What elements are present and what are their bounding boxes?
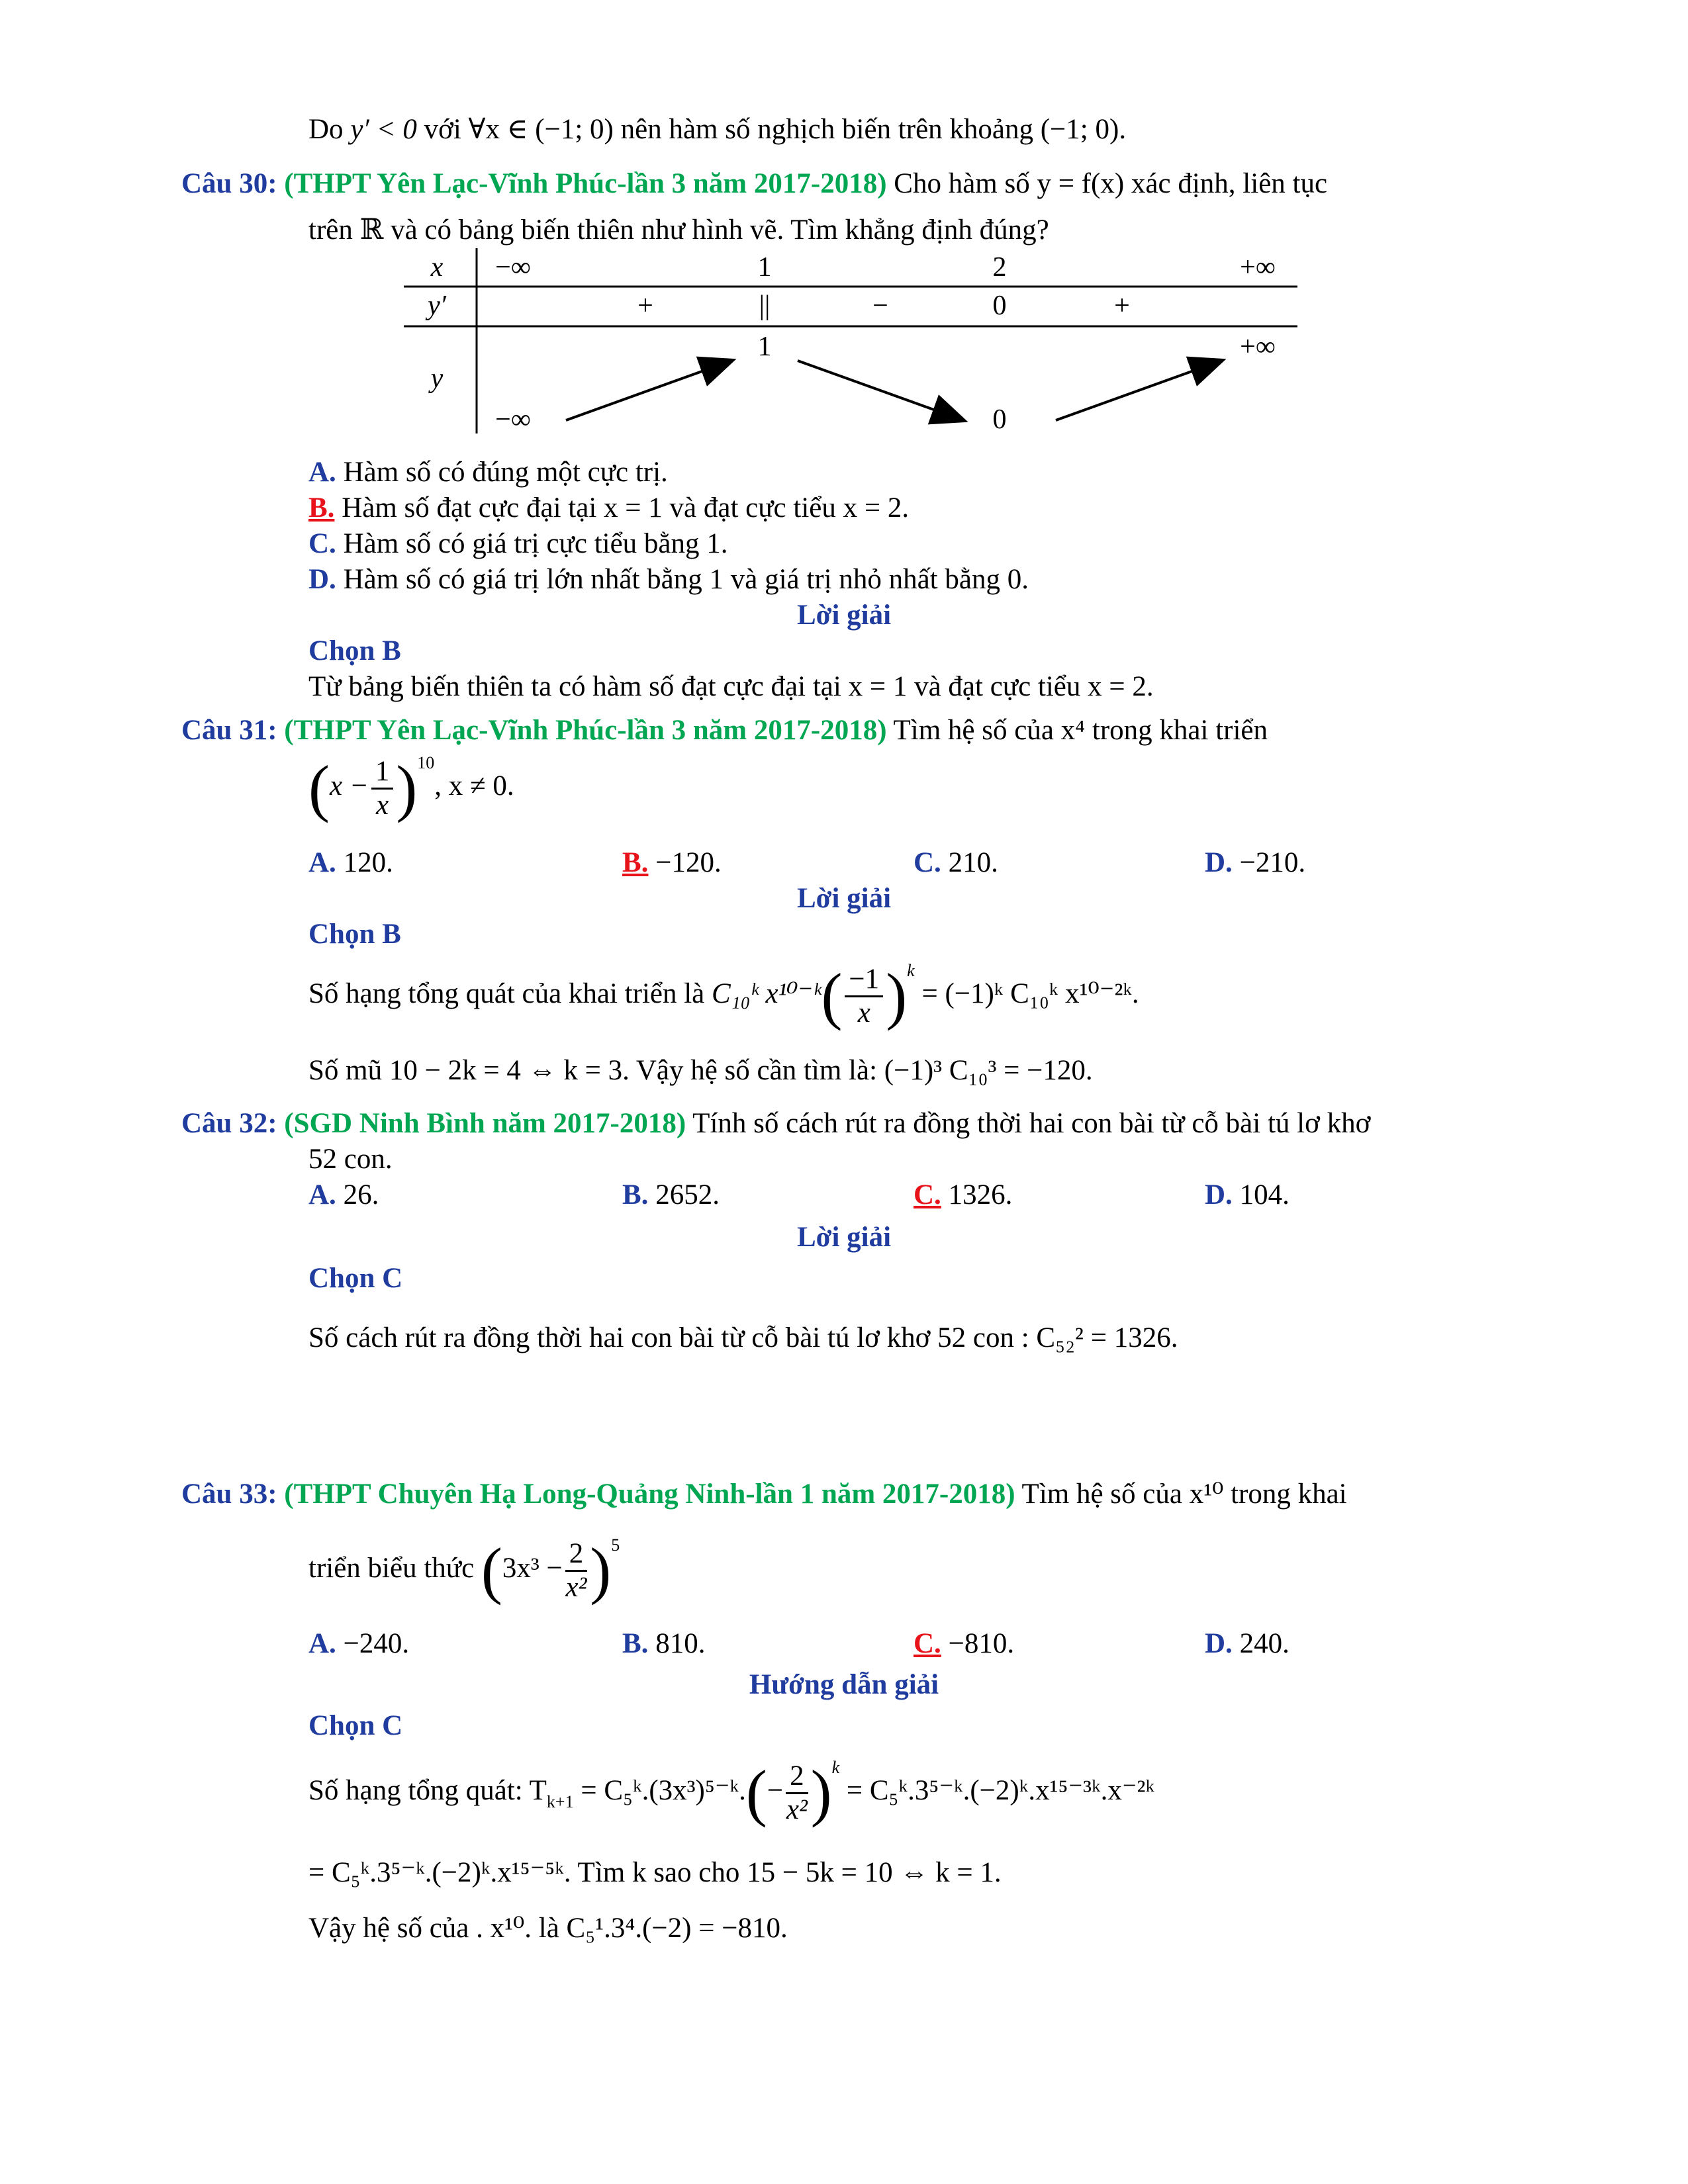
x-val-3: +∞ (1240, 252, 1276, 283)
x-val-1: 1 (757, 252, 772, 283)
q33-solution-title: Hướng dẫn giải (749, 1669, 939, 1700)
table-y-label: y (430, 363, 444, 394)
q32-solution-title: Lời giải (796, 1222, 892, 1253)
table-y1-label: y′ (428, 291, 446, 321)
y-val-2: 0 (992, 404, 1007, 435)
q31-option-a[interactable]: A. 120. (308, 847, 393, 878)
q33-text1: Tìm hệ số của x¹⁰ trong khai (1015, 1479, 1347, 1510)
q31-option-b[interactable]: B. −120. (622, 847, 722, 878)
q32-number: Câu 32: (181, 1108, 277, 1139)
q32-text1: Tính số cách rút ra đồng thời hai con bài từ cỗ bài tú lơ khơ (686, 1108, 1371, 1139)
intro-rest: với ∀x ∈ (−1; 0) nên hàm số nghịch biến trên khoảng (−1; 0). (416, 114, 1127, 145)
q31-general-term: Số hạng tổng quát của khai triển là C₁₀ᵏ x¹⁰⁻ᵏ( $\frac{-1}{x}$ )$^k$ = (−1)ᵏ C₁₀ᵏ x¹⁰⁻²ᵏ. (308, 960, 1139, 1032)
arrow-down (798, 361, 963, 420)
q32-explain: Số cách rút ra đồng thời hai con bài từ cỗ bài tú lơ khơ 52 con : C₅₂² = 1326. (308, 1322, 1178, 1353)
q32-heading (181, 1107, 1370, 1141)
y1-val-1: || (759, 291, 771, 321)
q33-general-term: Số hạng tổng quát: $T_{k+1}$ = C₅ᵏ.(3x³)⁵⁻ᵏ.(− $\frac{2}{\text{x²}}$ )$^k$ = C₅ᵏ.3⁵⁻ᵏ.(−2)ᵏ.x¹⁵⁻³ᵏ.x⁻²ᵏ (308, 1757, 1155, 1829)
q30-text2: trên ℝ và có bảng biến thiên như hình vẽ. Tìm khẳng định đúng? (308, 214, 1049, 246)
q32-choice: Chọn C (308, 1263, 403, 1294)
intro-lead: Do (308, 114, 351, 145)
q30-text1: Cho hàm số y = f(x) xác định, liên tục (886, 168, 1328, 199)
q33-choice: Chọn C (308, 1710, 403, 1741)
q32-text2: 52 con. (308, 1144, 393, 1175)
q31-text1: Tìm hệ số của x⁴ trong khai triển (886, 715, 1268, 746)
y-val-0: −∞ (495, 404, 531, 435)
q33-option-d[interactable]: D. 240. (1205, 1628, 1289, 1659)
q33-line2: = C₅ᵏ.3⁵⁻ᵏ.(−2)ᵏ.x¹⁵⁻⁵ᵏ. Tìm k sao cho 15 − 5k = 10 ⇔ k = 1. (308, 1857, 1002, 1888)
q31-source: (THPT Yên Lạc-Vĩnh Phúc-lần 3 năm 2017-2018) (284, 715, 887, 746)
q33-option-a[interactable]: A. −240. (308, 1628, 410, 1659)
x-val-0: −∞ (495, 252, 531, 283)
q31-heading (181, 713, 1268, 748)
q30-source: (THPT Yên Lạc-Vĩnh Phúc-lần 3 năm 2017-2018) (284, 168, 887, 199)
q30-solution-title: Lời giải (796, 600, 892, 631)
q30-choice: Chọn B (308, 635, 401, 666)
table-x-label: x (430, 252, 444, 283)
q32-option-b[interactable]: B. 2652. (622, 1179, 720, 1210)
q33-line3: Vậy hệ số của . x¹⁰. là C₅¹.3⁴.(−2) = −810. (308, 1913, 788, 1944)
intro-line (308, 113, 1126, 147)
q31-solution-title: Lời giải (796, 883, 892, 914)
q30-option-d[interactable]: D. Hàm số có giá trị lớn nhất bằng 1 và giá trị nhỏ nhất bằng 0. (308, 564, 1029, 595)
q33-number: Câu 33: (181, 1479, 277, 1510)
q31-expression: (x − $\frac{1}{x}$ )$^{10}$, x ≠ 0. (308, 752, 514, 824)
arrow-up-1 (566, 361, 731, 420)
y1-val-3: 0 (992, 291, 1007, 321)
q32-option-a[interactable]: A. 26. (308, 1179, 379, 1210)
q30-explain: Từ bảng biến thiên ta có hàm số đạt cực đại tại x = 1 và đạt cực tiểu x = 2. (308, 671, 1154, 702)
q31-option-d[interactable]: D. −210. (1205, 847, 1306, 878)
q32-option-d[interactable]: D. 104. (1205, 1179, 1289, 1210)
y-val-1: 1 (757, 332, 772, 362)
arrow-up-2 (1056, 361, 1221, 420)
y-val-3: +∞ (1240, 332, 1276, 362)
q32-source: (SGD Ninh Bình năm 2017-2018) (284, 1108, 686, 1139)
q33-expression: triển biểu thức (3x³ − $\frac{2}{\text{x²}}$ )$^5$ (308, 1535, 620, 1606)
q32-option-c[interactable]: C. 1326. (914, 1179, 1013, 1210)
q30-option-c[interactable]: C. Hàm số có giá trị cực tiểu bằng 1. (308, 528, 728, 559)
q33-heading (181, 1477, 1347, 1512)
q33-source: (THPT Chuyên Hạ Long-Quảng Ninh-lần 1 năm 2017-2018) (284, 1479, 1015, 1510)
q30-heading (181, 167, 1327, 201)
y1-val-4: + (1114, 291, 1130, 321)
q33-option-b[interactable]: B. 810. (622, 1628, 706, 1659)
variation-table (404, 248, 1304, 447)
q30-number: Câu 30: (181, 168, 277, 199)
q33-option-c[interactable]: C. −810. (914, 1628, 1015, 1659)
q31-choice: Chọn B (308, 919, 401, 950)
q30-option-a[interactable]: A. Hàm số có đúng một cực trị. (308, 457, 668, 488)
q31-exponent-line: Số mũ 10 − 2k = 4 ⇔ k = 3. Vậy hệ số cần tìm là: (−1)³ C₁₀³ = −120. (308, 1055, 1093, 1086)
q30-option-b[interactable]: B. Hàm số đạt cực đại tại x = 1 và đạt cực tiểu x = 2. (308, 492, 910, 523)
q31-option-c[interactable]: C. 210. (914, 847, 998, 878)
q31-number: Câu 31: (181, 715, 277, 746)
intro-condition: y′ < 0 (350, 114, 417, 145)
y1-val-2: − (872, 291, 888, 321)
x-val-2: 2 (992, 252, 1007, 283)
y1-val-0: + (637, 291, 653, 321)
